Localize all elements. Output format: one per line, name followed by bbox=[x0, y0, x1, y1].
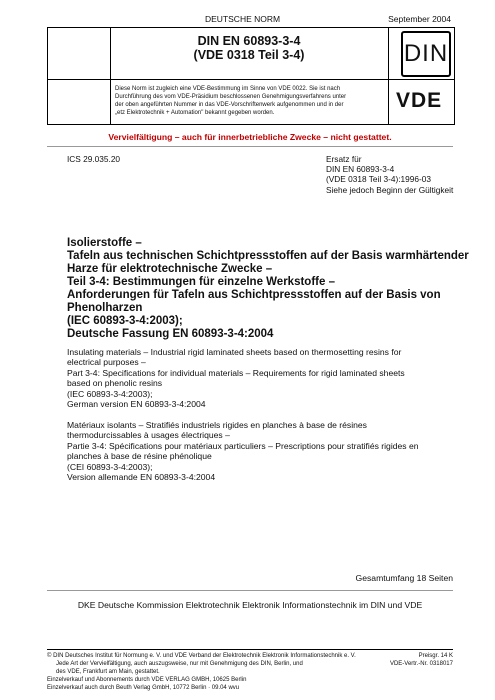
replacement-line: (VDE 0318 Teil 3-4):1996-03 bbox=[326, 174, 432, 185]
copyright-line: Jede Art der Vervielfältigung, auch auszugsweise, nur mit Genehmigung des DIN, Berlin, und bbox=[56, 661, 303, 667]
title-german-line: Anforderungen für Tafeln aus Schichtpressstoffen auf der Basis von bbox=[67, 289, 441, 301]
ics-code: ICS 29.035.20 bbox=[67, 154, 121, 164]
title-english-line: based on phenolic resins bbox=[67, 378, 163, 389]
vde-notice-line: Diese Norm ist zugleich eine VDE-Bestimmung im Sinne von VDE 0022. Sie ist nach bbox=[115, 86, 341, 92]
vde-logo: VDE bbox=[396, 89, 443, 112]
title-box bbox=[47, 27, 455, 80]
replacement-line: DIN EN 60893-3-4 bbox=[326, 164, 395, 175]
title-english-line: electrical purposes – bbox=[67, 357, 146, 368]
din-logo bbox=[401, 31, 451, 77]
title-german-line: Phenolharzen bbox=[67, 302, 143, 314]
committee-name: DKE Deutsche Kommission Elektrotechnik Elektronik Informationstechnik im DIN und VDE bbox=[77, 600, 423, 610]
din-logo-text: DIN bbox=[403, 40, 449, 67]
copyright-line: © DIN Deutsches Institut für Normung e. V. und VDE Verband der Elektrotechnik Elektronik Informationstechnik e. V. bbox=[47, 653, 356, 659]
title-french bbox=[67, 420, 457, 482]
separator-line bbox=[47, 146, 453, 147]
replacement-info bbox=[326, 154, 453, 195]
title-french-line: planches à base de résine phénolique bbox=[67, 451, 212, 462]
replacement-line: Ersatz für bbox=[326, 154, 362, 164]
page-count: Gesamtumfang 18 Seiten bbox=[355, 573, 453, 583]
title-french-line: Version allemande EN 60893-3-4:2004 bbox=[67, 472, 216, 483]
title-german-line: Harze für elektrotechnische Zwecke – bbox=[67, 263, 273, 275]
title-german bbox=[67, 237, 469, 341]
standard-number-line1: DIN EN 60893-3-4 bbox=[197, 34, 301, 48]
title-english-line: Part 3-4: Specifications for individual materials – Requirements for rigid laminated sheets bbox=[67, 367, 405, 378]
title-french-line: Partie 3-4: Spécifications pour matériaux particuliers – Prescriptions pour stratifiés rigides en bbox=[67, 440, 419, 451]
standard-number bbox=[110, 34, 388, 62]
standard-number-line2: (VDE 0318 Teil 3-4) bbox=[193, 48, 305, 62]
title-english bbox=[67, 347, 457, 409]
vde-notice-box bbox=[47, 78, 455, 125]
title-german-line: Teil 3-4: Bestimmungen für einzelne Werkstoffe – bbox=[67, 276, 335, 288]
title-english-line: German version EN 60893-3-4:2004 bbox=[67, 399, 206, 410]
vde-order-number: VDE-Vertr.-Nr. 0318017 bbox=[389, 661, 453, 667]
sales-line: Einzelverkauf und Abonnements durch VDE VERLAG GMBH, 10625 Berlin bbox=[47, 677, 247, 683]
vde-notice-line: „etz Elektrotechnik + Automation" bekannt gegeben worden. bbox=[115, 110, 275, 116]
title-english-line: Insulating materials – Industrial rigid laminated sheets based on thermosetting resins for bbox=[67, 347, 402, 357]
footer-separator bbox=[47, 649, 453, 650]
copyright-line: des VDE, Frankfurt am Main, gestattet. bbox=[56, 669, 160, 675]
title-english-line: (IEC 60893-3-4:2003); bbox=[67, 388, 153, 399]
title-german-line: (IEC 60893-3-4:2003); bbox=[67, 315, 183, 327]
sales-line: Einzelverkauf auch durch Beuth Verlag GmbH, 10772 Berlin · 09.04 wvu bbox=[47, 685, 240, 691]
reproduction-notice: Vervielfältigung – auch für innerbetriebliche Zwecke – nicht gestattet. bbox=[108, 132, 392, 142]
title-german-line: Tafeln aus technischen Schichtpressstoffen auf der Basis warmhärtender bbox=[67, 250, 469, 262]
vde-notice-line: Durchführung des vom VDE-Präsidium beschlossenen Genehmigungsverfahrens unter bbox=[115, 94, 347, 100]
title-french-line: thermodurcissables à usages électriques – bbox=[67, 430, 230, 441]
title-german-line: Isolierstoffe – bbox=[67, 237, 142, 249]
footer-copyright bbox=[47, 652, 387, 692]
title-french-line: Matériaux isolants – Stratifiés industriels rigides en planches à base de résines bbox=[67, 420, 367, 430]
vde-notice-line: der oben angeführten Nummer in das VDE-Vorschriftenwerk aufgenommen und in der bbox=[115, 102, 344, 108]
replacement-line: Siehe jedoch Beginn der Gültigkeit bbox=[326, 184, 454, 195]
title-german-line: Deutsche Fassung EN 60893-3-4:2004 bbox=[67, 328, 274, 340]
separator-line bbox=[47, 590, 453, 591]
price-group: Preisgr. 14 K bbox=[418, 653, 453, 659]
norm-label: DEUTSCHE NORM bbox=[205, 14, 281, 24]
title-french-line: (CEI 60893-3-4:2003); bbox=[67, 461, 153, 472]
vde-notice-text bbox=[115, 85, 387, 117]
publication-date: September 2004 bbox=[388, 14, 451, 24]
footer-price bbox=[390, 652, 453, 668]
